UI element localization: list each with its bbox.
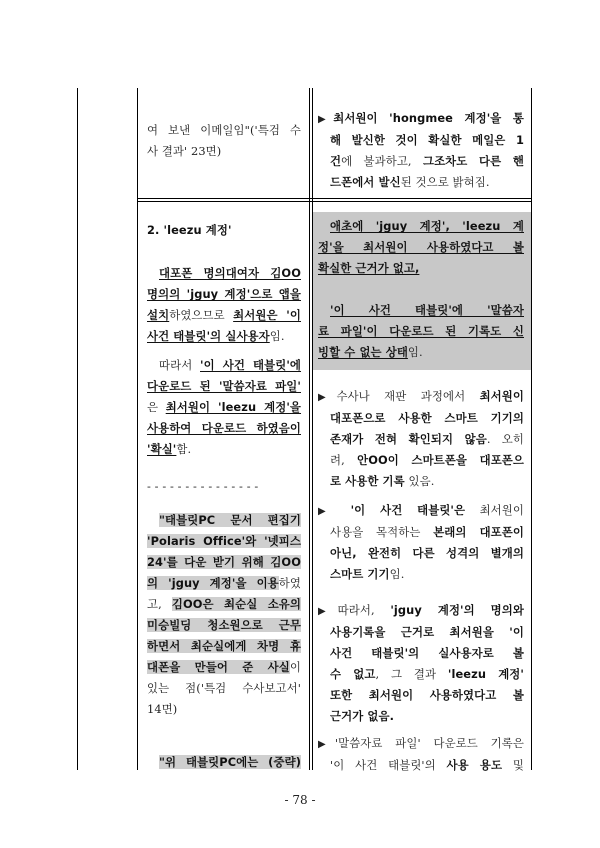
left-p4-line-5b: 김OO은 최순실 소유의 xyxy=(171,597,301,611)
left-p3-line-5a: '확실' xyxy=(147,442,177,456)
right-r3-line-2: 대포폰으로 사용한 스마트 기기의 xyxy=(330,411,524,425)
right-r3-line-1c: 최서원이 xyxy=(479,389,524,403)
right-r1-line-1: 최서원이 'hongmee 계정'을 통 xyxy=(333,111,525,125)
right-r5-line-3: 사건 태블릿'의 실사용자로 볼 xyxy=(330,646,524,660)
right-r5-line-6: 근거가 없음. xyxy=(330,709,395,723)
right-r4-line-2a: 사용을 목적하는 xyxy=(330,525,434,539)
right-r4-line-2b: 본래의 대포폰이 xyxy=(433,525,524,539)
right-r5-line-4c: 'leezu 계정' xyxy=(447,667,524,681)
left-p4-line-10: 14면) xyxy=(147,702,178,716)
left-p5-line-1: "위 태블릿PC에는 (중략) xyxy=(159,755,301,769)
right-r3-line-5b: 있음. xyxy=(404,474,435,488)
left-p3-line-5b: 함. xyxy=(176,442,192,456)
right-paragraph-3 xyxy=(318,386,524,492)
right-r3-line-1b: 수사나 재판 과정에서 xyxy=(336,389,480,403)
left-p2-line-4b: 임. xyxy=(269,329,285,343)
left-p1-line-1: 여 보낸 이메일임"('특검 수 xyxy=(147,123,301,137)
right-r3-arrow: ▶ xyxy=(318,392,337,403)
right-r6-line-2a: '이 사건 태블릿'의 xyxy=(330,758,447,772)
right-paragraph-5 xyxy=(318,600,524,727)
right-r2-line-6a: 빙할 수 없는 상태 xyxy=(318,345,408,359)
left-p3-line-1a: 따라서 xyxy=(159,358,201,372)
left-paragraph-4 xyxy=(147,510,301,720)
right-r1-line-3b: 에 불과하고, xyxy=(341,154,423,168)
table-column-divider-1 xyxy=(137,88,138,770)
left-p4-line-5a: 고, xyxy=(147,597,172,611)
right-paragraph-1 xyxy=(318,108,524,193)
left-p2-line-3c: 최서원은 '이 xyxy=(233,308,301,322)
left-p2-line-4: 사건 태블릿'의 실사용자 xyxy=(147,329,270,343)
left-paragraph-3 xyxy=(147,355,301,460)
right-r4-line-1c: 최서원이 xyxy=(465,503,524,517)
right-r1-line-4b: 된 것으로 밝혀짐. xyxy=(400,175,490,189)
right-r4-line-3: 아닌, 완전히 다른 성격의 별개의 xyxy=(330,546,524,560)
right-paragraph-2 xyxy=(318,216,524,363)
right-r2-line-5: 료 파일'이 다운로드 된 기록도 신 xyxy=(318,324,524,338)
left-p4-line-6: 미승빌딩 청소원으로 근무 xyxy=(147,618,301,632)
right-paragraph-4 xyxy=(318,500,524,585)
right-r2-line-2: 정'을 최서원이 사용하였다고 볼 xyxy=(318,240,524,254)
left-p4-line-8: 대폰을 만들어 준 사실 xyxy=(147,660,290,674)
right-r5-line-4a: 수 없고 xyxy=(330,667,376,681)
left-paragraph-2 xyxy=(147,263,301,347)
left-p4-line-9: 있는 점('특검 수사보고서' xyxy=(147,681,301,695)
section-2-title xyxy=(147,220,301,241)
right-r4-line-4b: 임. xyxy=(389,567,405,581)
left-p4-line-4b: 하였 xyxy=(278,576,301,590)
left-p4-line-8b: 이 xyxy=(289,660,301,674)
table-left-border xyxy=(77,88,78,770)
right-r1-line-3c: 그조차도 다른 핸 xyxy=(422,154,524,168)
left-dashes: - - - - - - - - - - - - - - - xyxy=(147,479,259,493)
left-p3-line-1b: '이 사건 태블릿'에 xyxy=(200,358,302,372)
left-p4-line-7: 하면서 최순실에게 차명 휴 xyxy=(147,639,301,653)
page-number: - 78 - xyxy=(284,793,316,807)
table-column-divider-2a xyxy=(309,88,310,770)
left-p2-line-2: 명의의 'jguy 계정'으로 앱을 xyxy=(147,287,301,301)
right-r3-line-3b: . 오히 xyxy=(486,432,524,446)
right-r2-line-3: 확실한 근거가 없고, xyxy=(318,261,420,275)
right-r1-arrow: ▶ xyxy=(318,114,334,125)
right-r4-line-4a: 스마트 기기 xyxy=(330,567,390,581)
right-r5-line-1c: 'jguy 계정'의 명의와 xyxy=(390,603,524,617)
left-p2-line-1: 대포폰 명의대여자 김OO xyxy=(159,266,301,280)
left-p4-line-4a: 의 'jguy 계정'을 이용 xyxy=(147,576,279,590)
right-r5-line-5: 또한 최서원이 사용하였다고 볼 xyxy=(330,688,524,702)
right-r5-line-1b: 따라서, xyxy=(337,603,391,617)
left-p2-line-3a: 설치 xyxy=(147,308,170,322)
section-2-title-text: 2. 'leezu 계정' xyxy=(147,223,232,237)
right-r2-line-4: '이 사건 태블릿'에 '말씀자 xyxy=(330,303,524,317)
right-r3-line-4a: 려, xyxy=(330,453,358,467)
left-p2-line-3b: 하였으므로 xyxy=(169,308,234,322)
right-r6-line-1b: '말씀자료 파일' 다운로드 기록은 xyxy=(334,736,524,750)
left-p4-line-3: 24'를 다운 받기 위해 김OO xyxy=(147,555,301,569)
left-p3-line-4: 사용하여 다운로드 하였음이 xyxy=(147,421,301,435)
right-r1-line-4a: 드폰에서 발신 xyxy=(330,175,401,189)
right-r5-line-4b: , 그 결과 xyxy=(375,667,448,681)
left-p1-line-2: 사 결과' 23면) xyxy=(147,144,222,158)
left-dashed-separator xyxy=(147,476,301,497)
right-r3-line-5a: 로 사용한 기록 xyxy=(330,474,405,488)
table-right-border xyxy=(531,88,532,770)
table-row-divider-2 xyxy=(137,201,532,202)
right-r4-line-1b: '이 사건 태블릿'은 xyxy=(350,503,466,517)
table-row-divider xyxy=(137,198,532,199)
left-p3-line-3a: 은 xyxy=(147,400,166,414)
right-r3-line-4b: 안OO이 스마트폰을 대포폰으 xyxy=(357,453,525,467)
right-r2-line-1: 애초에 'jguy 계정', 'leezu 계 xyxy=(330,219,524,233)
table-column-divider-2b xyxy=(312,88,313,770)
right-r4-arrow: ▶ xyxy=(318,506,351,517)
left-p3-line-3b: 최서원이 'leezu 계정'을 xyxy=(165,400,302,414)
left-paragraph-1 xyxy=(147,120,301,162)
right-r1-line-3a: 건 xyxy=(330,154,342,168)
left-p4-line-2: 'Polaris Office'와 '넷피스 xyxy=(147,534,301,548)
right-r6-line-2c: 및 xyxy=(502,758,524,772)
left-p3-line-2: 다운로드 된 '말씀자료 파일' xyxy=(147,379,301,393)
right-r2-line-6b: 임. xyxy=(407,345,423,359)
right-r1-line-2: 해 발신한 것이 확실한 메일은 1 xyxy=(330,133,524,147)
right-r3-line-3a: 존재가 전혀 확인되지 않음 xyxy=(330,432,487,446)
right-r5-arrow: ▶ xyxy=(318,606,338,617)
left-paragraph-5 xyxy=(147,752,301,773)
left-p4-line-1: "태블릿PC 문서 편집기 xyxy=(159,513,301,527)
right-r5-line-2: 사용기록을 근거로 최서원을 '이 xyxy=(330,625,524,639)
right-r6-arrow: ▶ xyxy=(318,739,335,750)
right-paragraph-6 xyxy=(318,733,524,776)
right-r6-line-2b: 사용 용도 xyxy=(446,758,503,772)
